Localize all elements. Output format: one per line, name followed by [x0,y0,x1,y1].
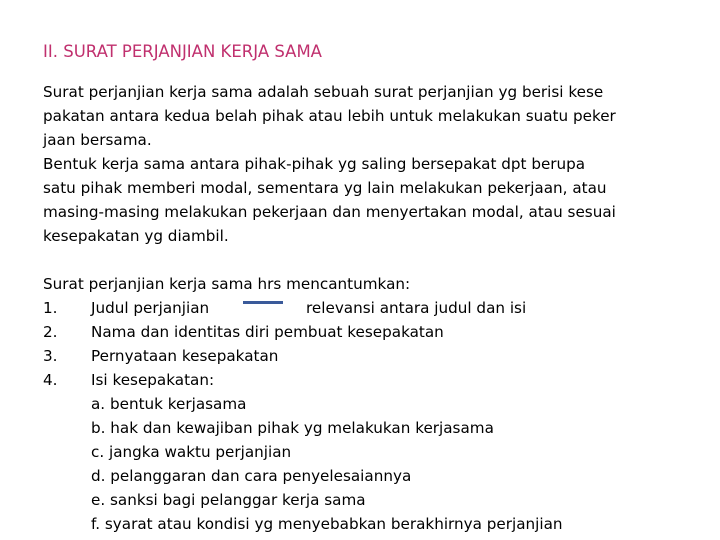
item-text: Pernyataan kesepakatan [91,347,279,365]
item-number: 3. [43,347,58,365]
text-line: kesepakatan yg diambil. [43,227,229,245]
connector-arrow-icon [243,301,283,304]
item-number: 1. [43,299,58,317]
list-intro: Surat perjanjian kerja sama hrs mencantumkan: [43,275,411,293]
sub-list-item: f. syarat atau kondisi yg menyebabkan berakhirnya perjanjian [91,515,563,533]
item-number: 2. [43,323,58,341]
item-note: relevansi antara judul dan isi [306,299,527,317]
sub-list-item: e. sanksi bagi pelanggar kerja sama [91,491,366,509]
text-line: pakatan antara kedua belah pihak atau lebih untuk melakukan suatu peker [43,107,616,125]
sub-list-item: b. hak dan kewajiban pihak yg melakukan kerjasama [91,419,494,437]
text-line: Bentuk kerja sama antara pihak-pihak yg saling bersepakat dpt berupa [43,155,586,173]
slide-title: II. SURAT PERJANJIAN KERJA SAMA [43,42,322,61]
item-text: Isi kesepakatan: [91,371,215,389]
item-number: 4. [43,371,58,389]
item-text: Judul perjanjian [91,299,210,317]
sub-list-item: c. jangka waktu perjanjian [91,443,292,461]
sub-list-item: d. pelanggaran dan cara penyelesaiannya [91,467,412,485]
sub-list [91,392,563,536]
paragraph-definition [43,80,616,152]
paragraph-forms [43,152,616,248]
text-line: satu pihak memberi modal, sementara yg lain melakukan pekerjaan, atau [43,179,607,197]
sub-list-item: a. bentuk kerjasama [91,395,247,413]
text-line: jaan bersama. [43,131,152,149]
text-line: Surat perjanjian kerja sama adalah sebuah surat perjanjian yg berisi kese [43,83,604,101]
text-line: masing-masing melakukan pekerjaan dan menyertakan modal, atau sesuai [43,203,616,221]
item-text: Nama dan identitas diri pembuat kesepakatan [91,323,444,341]
